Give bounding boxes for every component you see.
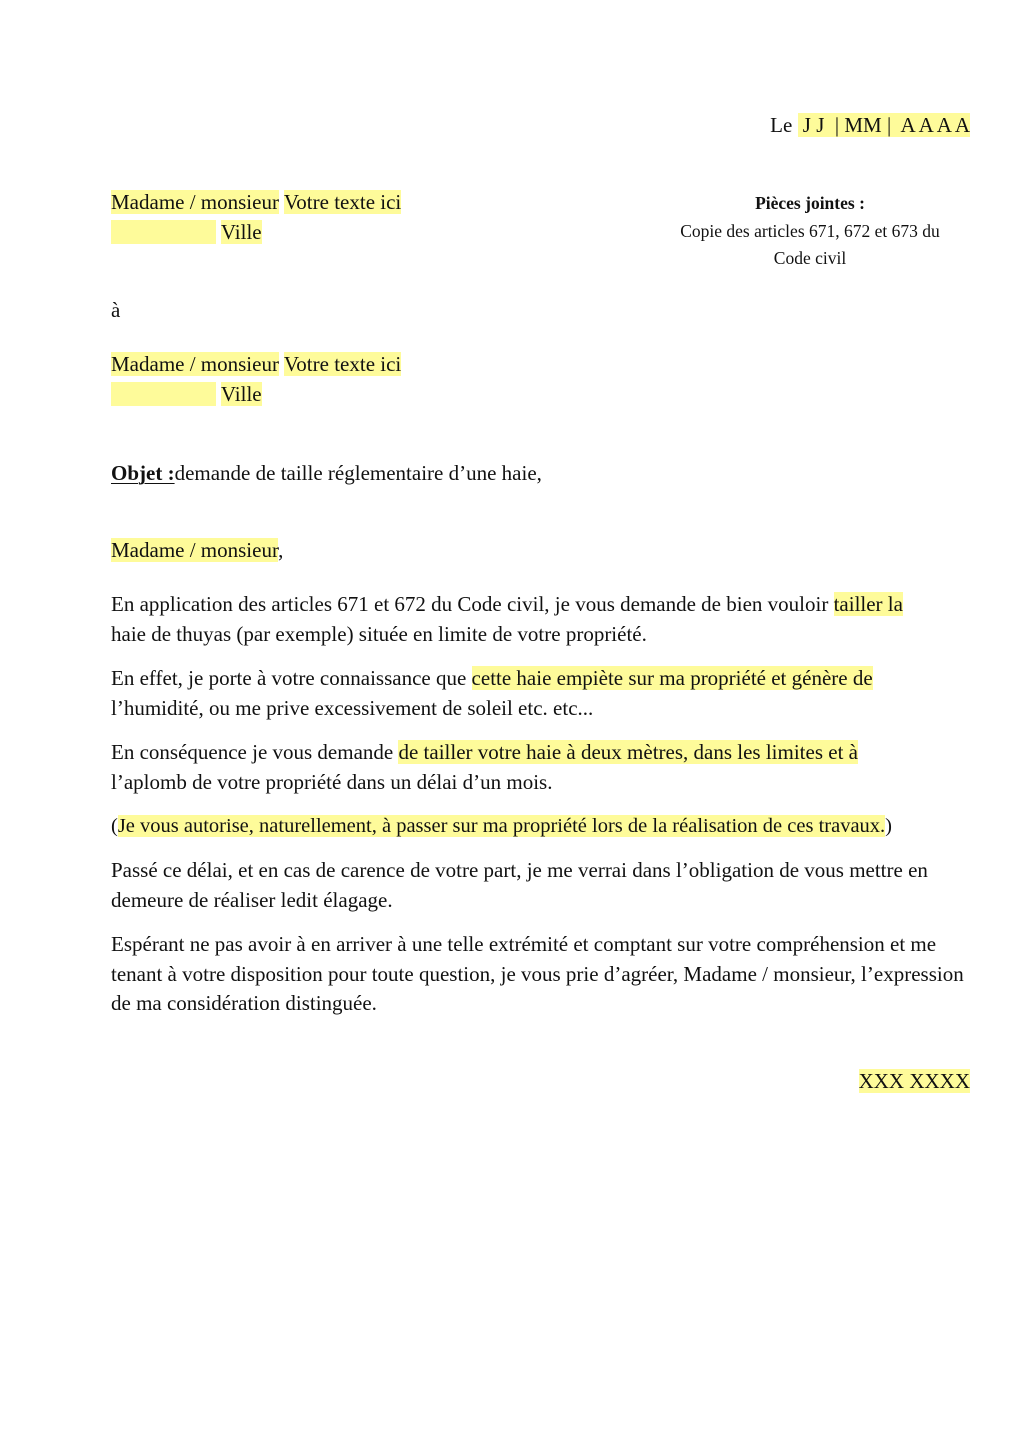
subject-line	[111, 459, 542, 488]
attachments-line: Code civil	[773, 248, 847, 268]
signature	[859, 1067, 970, 1096]
paragraph-text: En conséquence je vous demande	[111, 740, 399, 764]
greeting-punct: ,	[278, 538, 284, 562]
highlighted-text: de tailler votre haie à deux mètres, dans les limites et à	[398, 740, 858, 764]
sender-name-line	[111, 188, 401, 217]
paragraph-text: l’humidité, ou me prive excessivement de soleil etc. etc...	[111, 695, 594, 720]
attachments-block	[660, 190, 960, 273]
date-prefix: Le	[770, 113, 793, 137]
sender-salutation: Madame / monsieur	[111, 190, 279, 214]
date-value	[798, 113, 970, 137]
recipient-city-line	[111, 380, 262, 409]
paragraph-text: l’aplomb de votre propriété dans un délai d’un mois.	[111, 769, 553, 794]
attachments-title: Pièces jointes :	[755, 193, 865, 213]
greeting	[111, 536, 283, 565]
paragraph-text: En application des articles 671 et 672 du Code civil, je vous demande de bien vouloir	[111, 592, 834, 616]
body-paragraph-1	[111, 590, 971, 649]
to-word: à	[111, 298, 121, 322]
attachments-line: Copie des articles 671, 672 et 673 du	[680, 220, 940, 241]
paragraph-text: haie de thuyas (par exemple) située en limite de votre propriété.	[111, 621, 647, 646]
sender-postcode-blank	[111, 220, 216, 244]
sender-city-line	[111, 218, 262, 247]
recipient-name-line	[111, 350, 401, 379]
body-paragraph-2	[111, 664, 971, 723]
body-paragraph-4	[111, 812, 892, 841]
body-paragraph-5: Passé ce délai, et en cas de carence de votre part, je me verrai dans l’obligation de vous mettre en demeure de réaliser ledit élagage.	[111, 858, 928, 912]
recipient-name: Votre texte ici	[283, 352, 402, 376]
body-paragraph-3	[111, 738, 971, 797]
subject-label: Objet :	[111, 461, 175, 485]
recipient-postcode-blank	[111, 382, 216, 406]
signature-name: XXX XXXX	[858, 1069, 970, 1093]
date-year: A A A A	[900, 113, 970, 137]
date-day: J J	[802, 113, 825, 137]
paragraph-text: )	[885, 815, 892, 837]
recipient-salutation: Madame / monsieur	[111, 352, 279, 376]
highlighted-text: cette haie empiète sur ma propriété et génère de	[471, 666, 873, 690]
greeting-name: Madame / monsieur	[111, 538, 279, 562]
highlighted-text: Je vous autorise, naturellement, à passer sur ma propriété lors de la réalisation de ces travaux.	[117, 815, 886, 837]
subject-text: demande de taille réglementaire d’une haie,	[174, 461, 542, 485]
date-line	[770, 111, 970, 140]
recipient-city: Ville	[220, 382, 262, 406]
sender-name: Votre texte ici	[283, 190, 402, 214]
sender-city: Ville	[220, 220, 262, 244]
date-month: MM	[844, 113, 882, 137]
paragraph-text: En effet, je porte à votre connaissance que	[111, 666, 472, 690]
body-paragraph-6: Espérant ne pas avoir à en arriver à une telle extrémité et comptant sur votre compréhension et me tenant à votre disposition pour toute question, je vous prie d’agréer, Madame / monsieur, l’expression de ma considération distinguée.	[111, 932, 964, 1015]
date-separator: |	[834, 113, 840, 137]
paragraph-text: (	[111, 815, 118, 837]
date-separator: |	[886, 113, 892, 137]
highlighted-text: tailler la	[833, 592, 903, 616]
